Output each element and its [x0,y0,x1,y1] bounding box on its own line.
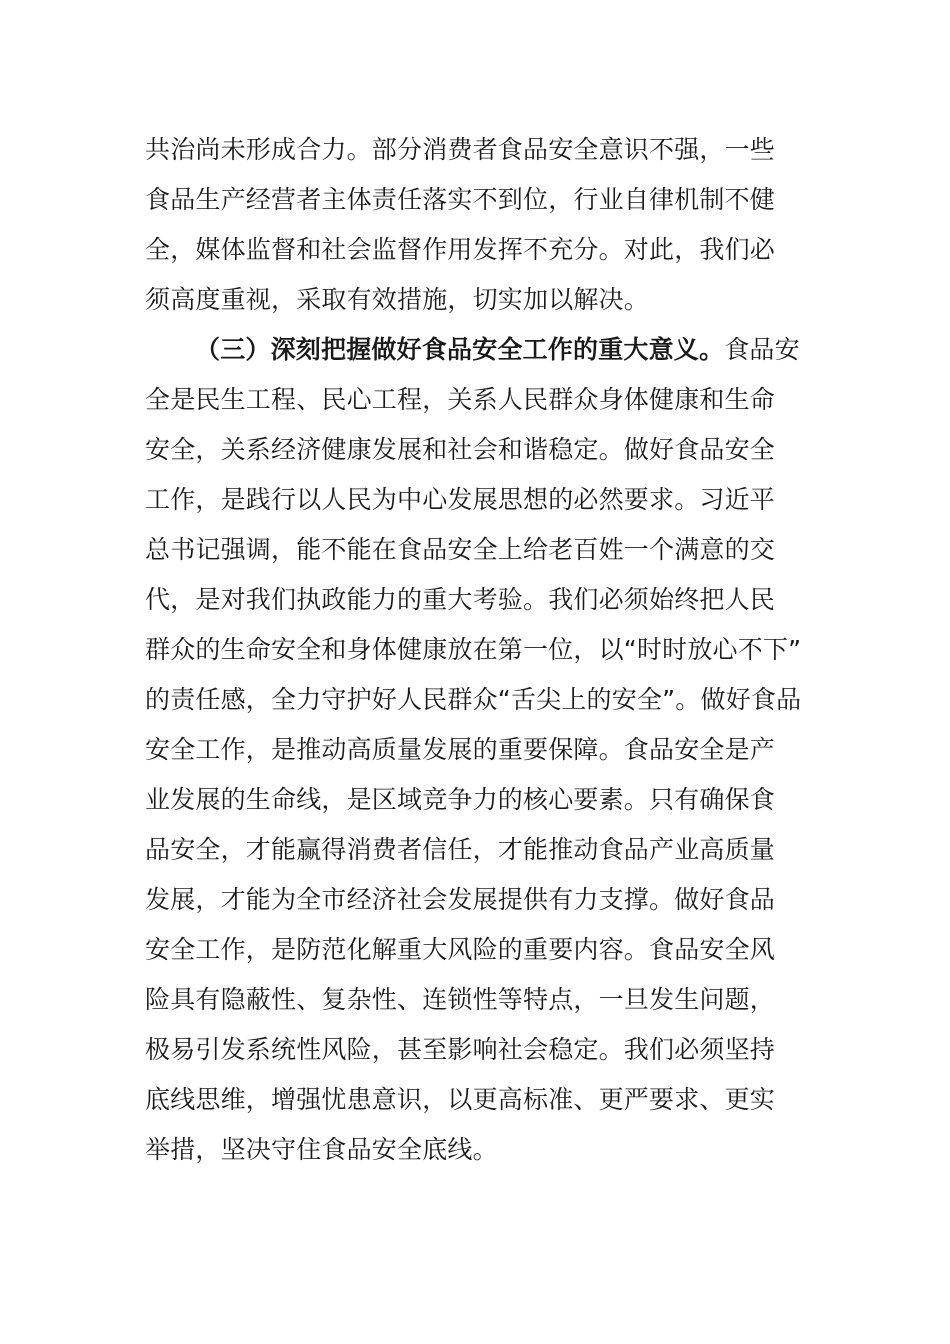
paragraph-1-line-1: 共治尚未形成合力。部分消费者食品安全意识不强，一些 [145,135,776,164]
section-heading: （三）深刻把握做好食品安全工作的重大意义。 [195,335,725,364]
paragraph-1-line-4: 须高度重视，采取有效措施，切实加以解决。 [145,285,650,314]
paragraph-2-line-6: 代，是对我们执政能力的重大考验。我们必须始终把人民 [145,585,776,614]
paragraph-2-line-13: 安全工作，是防范化解重大风险的重要内容。食品安全风 [145,935,776,964]
paragraph-2-line-15: 极易引发系统性风险，甚至影响社会稳定。我们必须坚持 [145,1035,776,1064]
paragraph-2-first-line-rest: 食品安 [724,335,800,364]
paragraph-2-line-14: 险具有隐蔽性、复杂性、连锁性等特点，一旦发生问题， [145,985,776,1014]
paragraph-2-line-8: 的责任感，全力守护好人民群众“舌尖上的安全”。做好食品 [145,685,802,714]
paragraph-2-line-10: 业发展的生命线，是区域竞争力的核心要素。只有确保食 [145,785,776,814]
paragraph-2-line-12: 发展，才能为全市经济社会发展提供有力支撑。做好食品 [145,885,776,914]
paragraph-1-line-3: 全，媒体监督和社会监督作用发挥不充分。对此，我们必 [145,235,776,264]
document-body [145,125,825,1175]
paragraph-2-line-11: 品安全，才能赢得消费者信任，才能推动食品产业高质量 [145,835,776,864]
paragraph-2-line-17: 举措，坚决守住食品安全底线。 [145,1135,498,1164]
paragraph-2-line-4: 工作，是践行以人民为中心发展思想的必然要求。习近平 [145,485,776,514]
paragraph-2-line-5: 总书记强调，能不能在食品安全上给老百姓一个满意的交 [145,535,776,564]
paragraph-2-line-3: 安全，关系经济健康发展和社会和谐稳定。做好食品安全 [145,435,776,464]
paragraph-2-line-7: 群众的生命安全和身体健康放在第一位，以“时时放心不下” [145,635,802,664]
paragraph-2-line-2: 全是民生工程、民心工程，关系人民群众身体健康和生命 [145,385,776,414]
paragraph-2-line-16: 底线思维，增强忧患意识，以更高标准、更严要求、更实 [145,1085,776,1114]
paragraph-2-first-line [145,325,825,375]
paragraph-1-line-2: 食品生产经营者主体责任落实不到位，行业自律机制不健 [145,185,776,214]
paragraph-2-line-9: 安全工作，是推动高质量发展的重要保障。食品安全是产 [145,735,776,764]
